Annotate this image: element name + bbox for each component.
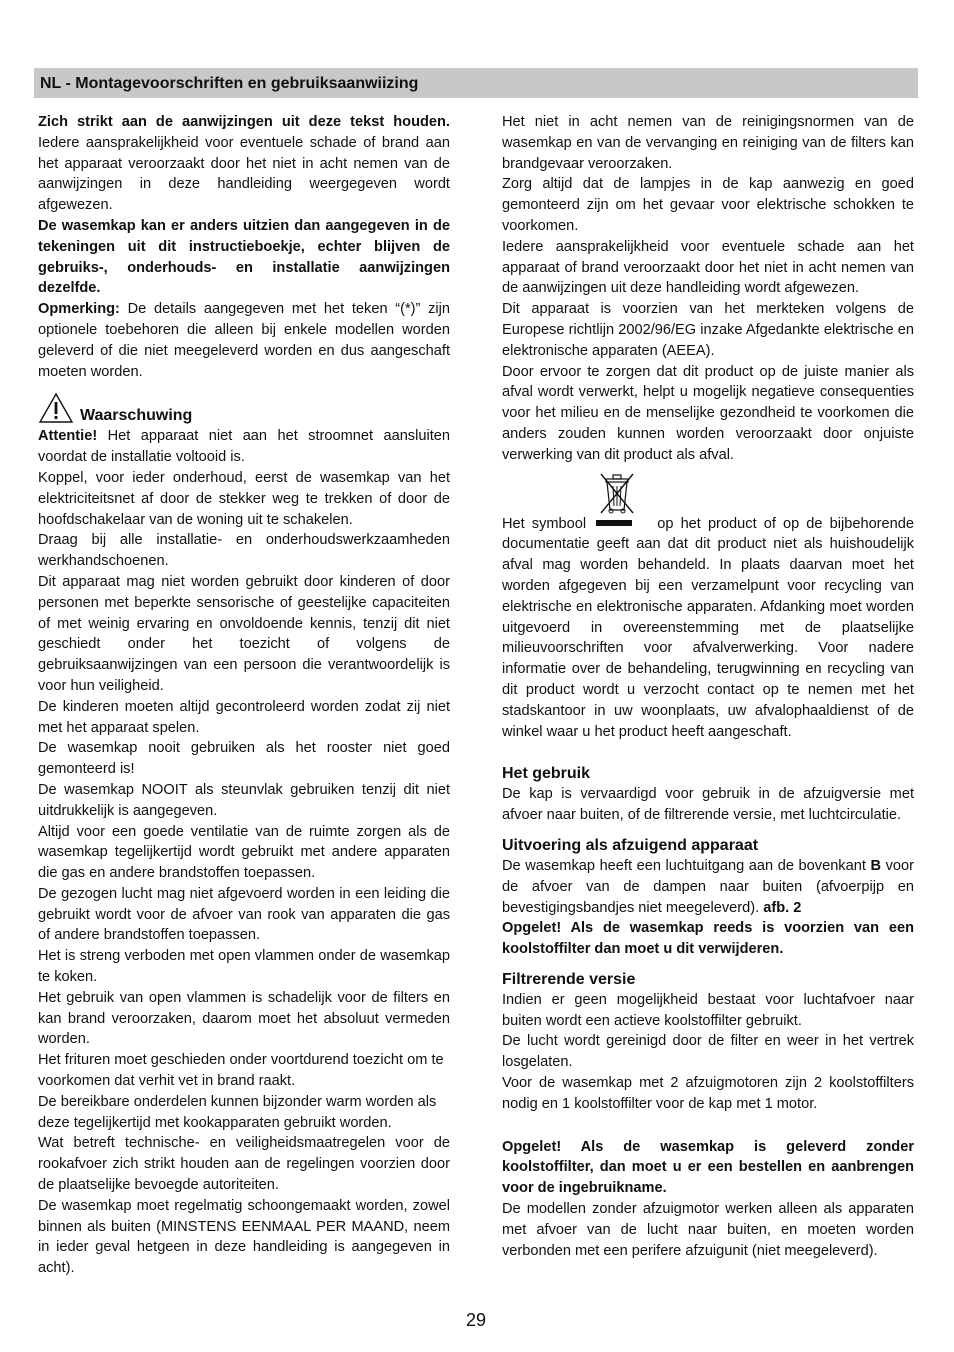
- intro-bold: Zich strikt aan de aanwijzingen uit deze tekst houden.: [38, 114, 450, 130]
- notice-paragraph: De wasemkap kan er anders uitzien dan aangegeven in de tekeningen uit dit instructieboekje, echter blijven de gebruiks-, onderhouds- en installatie aanwijzingen dezelfde.: [38, 217, 450, 297]
- filter-warning: Opgelet! Als de wasemkap is geleverd zonder koolstoffilter, dan moet u er een bestellen en aanbrengen voor de ingebruikname.: [502, 1138, 914, 1197]
- warning-paragraph: Koppel, voor ieder onderhoud, eerst de wasemkap van het elektriciteitsnet af door de stekker weg te trekken of door de hoofdschakelaar van de woning uit te schakelen.: [38, 469, 450, 528]
- warning-paragraph: De wasemkap moet regelmatig schoongemaakt worden, zowel binnen als buiten (MINSTENS EENMAAL PER MAAND, neem in ieder geval hetgeen in deze handleiding is aangegeven in acht).: [38, 1197, 450, 1277]
- exhaust-label-b: B: [870, 857, 882, 874]
- symbol-bar-icon: [596, 520, 632, 526]
- section-title: NL - Montagevoorschriften en gebruiksaanwiizing: [40, 75, 419, 92]
- left-column: [38, 112, 450, 1279]
- usage-heading: Het gebruik: [502, 765, 591, 783]
- info-paragraph: Door ervoor te zorgen dat dit product op de juiste manier als afval wordt verwerkt, helpt u mogelijk negatieve consequenties voor het milieu en de menselijke gezondheid te voorkomen die anders zouden kunnen worden veroorzaakt door onjuiste verwerking van dit product als afval.: [502, 363, 914, 463]
- attention-text: Het apparaat niet aan het stroomnet aansluiten voordat de installatie voltooid is.: [38, 428, 450, 466]
- symbol-paragraph: [502, 514, 914, 743]
- exhaust-text-2: voor de afvoer van de dampen naar buiten (afvoerpijp en bevestigingsbandjes niet meegeleverd).: [502, 857, 914, 916]
- warning-title: Waarschuwing: [80, 407, 193, 425]
- attention-label: Attentie!: [38, 428, 98, 445]
- section-header: [34, 68, 918, 98]
- warning-paragraph: De wasemkap nooit gebruiken als het rooster niet goed gemonteerd is!: [38, 740, 450, 778]
- symbol-text-before: Het symbool: [502, 515, 587, 532]
- remark-label: Opmerking:: [38, 301, 120, 318]
- remark-paragraph: [38, 299, 450, 382]
- remark-text: De details aangegeven met het teken “(*)” zijn optionele toebehoren die alleen bij enkele modellen worden geleverd of die niet meegeleverd worden en dus aangeschaft moeten worden.: [38, 301, 450, 380]
- info-paragraph: Zorg altijd dat de lampjes in de kap aanwezig en goed gemonteerd zijn om het gevaar voor elektrische schokken te voorkomen.: [502, 176, 914, 234]
- filter-heading: Filtrerende versie: [502, 970, 636, 988]
- exhaust-warning: Opgelet! Als de wasemkap reeds is voorzien van een koolstoffilter dan moet u dit verwijderen.: [502, 920, 914, 958]
- warning-paragraph: Altijd voor een goede ventilatie van de ruimte zorgen als de wasemkap tegelijkertijd wordt gebruikt met andere apparaten die gas en andere brandstoffen toepassen.: [38, 823, 450, 882]
- right-column: [502, 112, 914, 1261]
- warning-paragraph: De gezogen lucht mag niet afgevoerd worden in een leiding die gebruikt wordt voor de afvoer van rook van apparaten die gas of andere brandstoffen toepassen.: [38, 885, 450, 944]
- figure-reference: afb. 2: [763, 899, 802, 916]
- exhaust-paragraph: [502, 856, 914, 918]
- info-paragraph: Het niet in acht nemen van de reinigingsnormen van de wasemkap en van de vervanging en reiniging van de filters kan brandgevaar veroorzaken.: [502, 114, 914, 172]
- exhaust-heading: Uitvoering als afzuigend apparaat: [502, 836, 759, 854]
- filter-last-paragraph: De modellen zonder afzuigmotor werken alleen als apparaten met afvoer van de lucht naar buiten, en moeten worden verbonden met een perifere afzuigunit (niet meegeleverd).: [502, 1201, 914, 1259]
- attention-paragraph: [38, 426, 450, 468]
- filter-paragraph: Indien er geen mogelijkheid bestaat voor luchtafvoer naar buiten wordt een actieve koolstoffilter gebruikt.: [502, 991, 914, 1029]
- warning-paragraph: Draag bij alle installatie- en onderhoudswerkzaamheden werkhandschoenen.: [38, 532, 450, 570]
- page-number: 29: [466, 1310, 487, 1330]
- filter-paragraph: De lucht wordt gereinigd door de filter en weer in het vertrek losgelaten.: [502, 1033, 914, 1071]
- symbol-text-after: op het product of op de bijbehorende documentatie geeft aan dat dit product niet als huishoudelijk afval mag worden behandeld. In plaats daarvan moet het worden afgegeven bij een verzamelpunt voor recycling van elektrische en elektronische apparaten. Afdanking moet worden uitgevoerd in overeenstemming met de plaatselijke milieuvoorschriften voor afvalverwerking. Voor nadere informatie over de behandeling, terugwinning en recycling van dit product wordt u verzocht contact op te nemen met het stadskantoor in uw woonplaats, uw afvalophaaldienst of de winkel waar u het product heeft aangeschaft.: [502, 515, 915, 740]
- intro-paragraph: [38, 112, 450, 216]
- warning-paragraph: De kinderen moeten altijd gecontroleerd worden zodat zij niet met het apparaat spelen.: [38, 698, 450, 736]
- warning-paragraph: Wat betreft technische- en veiligheidsmaatregelen voor de rookafvoer zich strikt houden aan de regelingen voorzien door de plaatselijke bevoegde autoriteiten.: [38, 1135, 450, 1194]
- warning-triangle-icon: [38, 392, 74, 424]
- warning-paragraph: Het gebruik van open vlammen is schadelijk voor de filters en kan brand veroorzaken, daarom moet het absoluut vermeden worden.: [38, 989, 450, 1048]
- crossed-out-bin-icon: [596, 470, 638, 514]
- warning-paragraph: Dit apparaat mag niet worden gebruikt door kinderen of door personen met beperkte sensorische of geestelijke capaciteiten of met weinig ervaring en onvoldoende kennis, tenzij dit niet geschiedt onder het toezicht of volgens de gebruiksaanwijzingen van een persoon die verantwoordelijk is voor hun veiligheid.: [38, 573, 450, 694]
- intro-text: Iedere aansprakelijkheid voor eventuele schade of brand aan het apparaat veroorzaakt door het niet in acht nemen van de aanwijzingen in deze handleiding weergegeven wordt afgewezen.: [38, 134, 450, 214]
- warning-paragraph: De wasemkap NOOIT als steunvlak gebruiken tenzij dit niet uitdrukkelijk is aangegeven.: [38, 781, 450, 819]
- exhaust-text: De wasemkap heeft een luchtuitgang aan de bovenkant: [502, 857, 871, 874]
- filter-paragraph: Voor de wasemkap met 2 afzuigmotoren zijn 2 koolstoffilters nodig en 1 koolstoffilter voor de kap met 1 motor.: [502, 1075, 914, 1112]
- warning-heading: [38, 392, 450, 426]
- warning-paragraph: Het frituren moet geschieden onder voortdurend toezicht om te voorkomen dat verhit vet in brand raakt.: [38, 1052, 444, 1090]
- info-paragraph: Dit apparaat is voorzien van het merkteken volgens de Europese richtlijn 2002/96/EG inzake Afgedankte elektrische en elektronische apparaten (AEEA).: [502, 301, 914, 359]
- warning-paragraph: Het is streng verboden met open vlammen onder de wasemkap te koken.: [38, 948, 450, 986]
- usage-paragraph: De kap is vervaardigd voor gebruik in de afzuigversie met afvoer naar buiten, of de filtrerende versie, met luchtcirculatie.: [502, 786, 914, 824]
- warning-paragraph: De bereikbare onderdelen kunnen bijzonder warm worden als deze tegelijkertijd met kookapparaten gebruikt worden.: [38, 1093, 437, 1131]
- info-paragraph: Iedere aansprakelijkheid voor eventuele schade aan het apparaat of brand veroorzaakt door het niet in acht nemen van de aanwijzingen uit deze handleiding wordt afgewezen.: [502, 238, 914, 297]
